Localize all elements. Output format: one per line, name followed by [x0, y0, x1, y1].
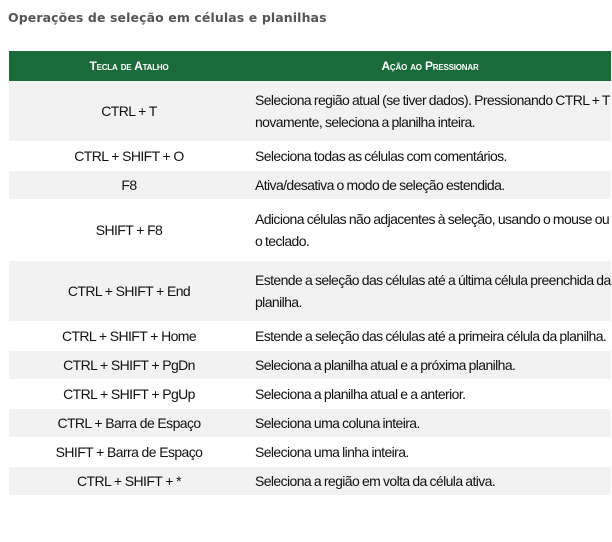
table-row [9, 467, 611, 496]
action-cell: Seleciona a região em volta da célula ativa. [249, 467, 611, 496]
header-action: Ação ao Pressionar [249, 51, 611, 81]
shortcut-cell: CTRL + Barra de Espaço [9, 409, 249, 438]
shortcuts-table [9, 51, 611, 496]
shortcut-cell: CTRL + SHIFT + Home [9, 322, 249, 351]
shortcut-cell: CTRL + SHIFT + End [9, 261, 249, 322]
table-row [9, 351, 611, 380]
shortcut-cell: SHIFT + Barra de Espaço [9, 438, 249, 467]
action-cell: Ativa/desativa o modo de seleção estendida. [249, 171, 611, 200]
action-cell: Estende a seleção das células até a última célula preenchida da planilha. [249, 261, 611, 322]
action-cell: Seleciona a planilha atual e a próxima planilha. [249, 351, 611, 380]
table-row [9, 438, 611, 467]
shortcut-cell: CTRL + SHIFT + PgUp [9, 380, 249, 409]
header-row [9, 51, 611, 81]
action-cell: Seleciona todas as células com comentários. [249, 142, 611, 171]
table-body [9, 81, 611, 496]
table-header [9, 51, 611, 81]
table-row [9, 380, 611, 409]
table-row [9, 322, 611, 351]
table-row [9, 171, 611, 200]
action-cell: Estende a seleção das células até a primeira célula da planilha. [249, 322, 611, 351]
action-cell: Seleciona região atual (se tiver dados). Pressionando CTRL + T novamente, seleciona a planilha inteira. [249, 81, 611, 142]
shortcut-cell: CTRL + SHIFT + * [9, 467, 249, 496]
action-cell: Seleciona uma linha inteira. [249, 438, 611, 467]
shortcut-cell: CTRL + SHIFT + PgDn [9, 351, 249, 380]
shortcut-cell: F8 [9, 171, 249, 200]
action-cell: Seleciona a planilha atual e a anterior. [249, 380, 611, 409]
page-title: Operações de seleção em células e planilhas [8, 10, 327, 25]
table-row [9, 409, 611, 438]
action-cell: Adiciona células não adjacentes à seleção, usando o mouse ou o teclado. [249, 200, 611, 261]
shortcut-cell: CTRL + SHIFT + O [9, 142, 249, 171]
header-shortcut: Tecla de Atalho [9, 51, 249, 81]
table-row [9, 200, 611, 261]
table-row [9, 142, 611, 171]
shortcut-cell: SHIFT + F8 [9, 200, 249, 261]
table-row [9, 81, 611, 142]
action-cell: Seleciona uma coluna inteira. [249, 409, 611, 438]
table-row [9, 261, 611, 322]
shortcut-cell: CTRL + T [9, 81, 249, 142]
